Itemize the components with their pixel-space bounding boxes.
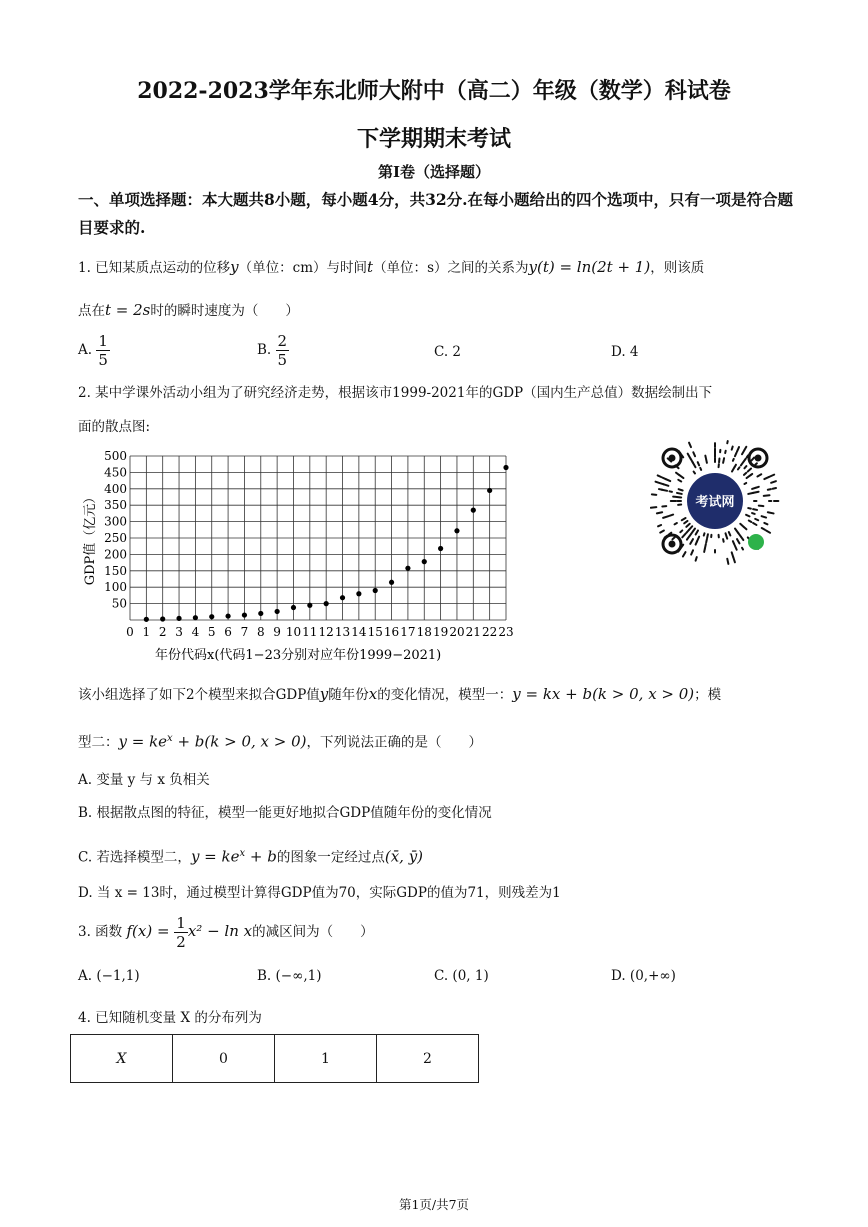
unit: cm — [292, 260, 314, 276]
unit: s — [427, 260, 434, 276]
x-tick-label: 4 — [191, 625, 200, 639]
q1-option-a — [78, 332, 110, 369]
text: ；模 — [694, 687, 722, 703]
x-axis-label: 年份代码x(代码1−23分别对应年份1999−2021) — [155, 648, 442, 663]
x-tick-label: 8 — [256, 625, 265, 639]
y-tick-label: 400 — [104, 481, 127, 496]
question-2-line-1: 2. 某中学课外活动小组为了研究经济走势，根据该市1999-2021年的GDP（国内生产总值）数据绘制出下 — [78, 385, 713, 401]
x-tick-label: 13 — [334, 625, 351, 639]
q2-option-d: D. 当 x = 13时，通过模型计算得GDP值为70，实际GDP的值为71，则残差为1 — [78, 885, 561, 901]
x-tick-label: 16 — [383, 625, 400, 639]
data-point — [503, 465, 508, 470]
text: 时的瞬时速度为（ ） — [150, 303, 299, 319]
y-tick-labels — [104, 449, 127, 611]
data-point — [340, 595, 345, 600]
formula: f(x) = — [126, 922, 175, 940]
data-point — [356, 591, 361, 596]
table-cell: 2 — [377, 1035, 479, 1083]
table-cell: X — [71, 1035, 173, 1083]
x-tick-label: 6 — [224, 625, 232, 639]
data-point — [225, 613, 230, 618]
y-tick-label: 250 — [104, 531, 127, 545]
x-tick-label: 12 — [318, 625, 334, 639]
text: 3. 函数 — [78, 924, 123, 940]
question-4: 4. 已知随机变量 X 的分布列为 — [78, 1010, 262, 1026]
var: y — [319, 685, 329, 703]
exam-subtitle: 下学期期末考试 — [356, 126, 511, 152]
text: 的减区间为（ ） — [252, 924, 374, 940]
page-footer: 第1页/共7页 — [398, 1197, 470, 1212]
data-point — [487, 488, 492, 493]
y-tick-label: 200 — [104, 547, 127, 562]
data-point — [389, 580, 394, 585]
formula: (x̄, ȳ) — [384, 847, 424, 866]
qr-code-image[interactable] — [650, 436, 780, 566]
data-point — [422, 559, 427, 564]
gdp-scatter-chart — [80, 448, 520, 668]
formula: y = ke — [118, 732, 168, 751]
x-tick-label: 1 — [142, 625, 151, 639]
data-point — [209, 614, 214, 619]
x-tick-label: 7 — [240, 625, 249, 639]
question-2-models-line-2 — [78, 729, 482, 753]
formula: y = ke — [190, 847, 240, 866]
data-point — [373, 588, 378, 593]
q1-option-b — [257, 332, 289, 369]
q2-option-c — [78, 844, 423, 868]
data-point — [242, 612, 247, 617]
denominator: 2 — [176, 933, 186, 951]
q3-option-d: D. (0,+∞) — [611, 968, 676, 984]
formula: x² − ln x — [187, 922, 253, 940]
data-point — [193, 615, 198, 620]
x-tick-label: 15 — [367, 625, 383, 639]
text: 的变化情况，模型一： — [377, 687, 513, 703]
q3-option-b: B. (−∞,1) — [257, 968, 322, 984]
q1-option-d: D. 4 — [611, 344, 639, 360]
formula: + b — [245, 847, 277, 866]
label: A. — [78, 342, 93, 358]
text: ，则该质 — [650, 260, 705, 276]
x-tick-label: 20 — [449, 625, 465, 639]
data-point — [405, 566, 410, 571]
var: t — [367, 258, 374, 276]
denominator: 5 — [277, 351, 288, 369]
fraction — [276, 332, 290, 369]
y-tick-label: 300 — [104, 514, 127, 529]
data-point — [324, 601, 329, 606]
text: ）与时间 — [313, 260, 368, 276]
x-tick-label: 11 — [302, 625, 318, 639]
text: 该小组选择了如下2个模型来拟合GDP值 — [78, 687, 320, 703]
chart-grid — [130, 456, 506, 620]
data-point — [307, 603, 312, 608]
qr-logo-text: 考试网 — [695, 495, 735, 510]
text: （单位： — [373, 260, 428, 276]
label: B. — [257, 342, 272, 358]
x-tick-label: 5 — [207, 625, 216, 639]
x-tick-label: 17 — [400, 625, 416, 639]
x-tick-label: 21 — [465, 625, 481, 639]
fraction — [174, 914, 188, 951]
x-tick-label: 10 — [285, 625, 302, 639]
question-1-line-1 — [78, 257, 704, 278]
x-tick-label: 19 — [432, 625, 449, 639]
text: 的图象一定经过点 — [276, 849, 385, 866]
y-tick-label: 350 — [104, 498, 127, 513]
x-tick-label: 3 — [175, 625, 183, 639]
var: x — [368, 685, 378, 703]
data-point — [471, 508, 476, 513]
text: ，下列说法正确的是（ ） — [306, 734, 482, 751]
table-cell: 0 — [173, 1035, 275, 1083]
x-tick-label: 0 — [126, 625, 134, 639]
text: （单位： — [238, 260, 293, 276]
y-tick-label: 500 — [104, 449, 127, 463]
question-2-line-2: 面的散点图: — [78, 419, 151, 435]
q2-option-a: A. 变量 y 与 x 负相关 — [78, 772, 210, 788]
x-tick-label: 22 — [482, 625, 498, 639]
x-tick-label: 18 — [416, 625, 432, 639]
x-tick-labels — [126, 625, 513, 639]
y-tick-label: 450 — [104, 465, 127, 480]
question-2-models-line-1 — [78, 684, 721, 705]
distribution-table — [70, 1034, 479, 1083]
data-point — [438, 546, 443, 551]
y-tick-label: 150 — [104, 563, 127, 578]
text: C. 若选择模型二， — [78, 849, 191, 866]
exam-title: 2022-2023学年东北师大附中（高二）年级（数学）科试卷 — [137, 78, 731, 104]
question-3 — [78, 914, 374, 951]
q1-option-c: C. 2 — [434, 344, 462, 360]
formula: y = kx + b(k > 0, x > 0) — [512, 685, 695, 703]
text: 型二： — [78, 734, 119, 751]
data-point — [258, 611, 263, 616]
formula: y(t) = ln(2t + 1) — [528, 258, 651, 276]
superscript: x — [239, 848, 246, 859]
text: 随年份 — [328, 687, 369, 703]
q3-option-a: A. (−1,1) — [78, 968, 140, 984]
y-tick-label: 100 — [104, 580, 127, 595]
x-tick-label: 2 — [158, 625, 167, 639]
denominator: 5 — [98, 351, 108, 369]
table-cell: 1 — [275, 1035, 377, 1083]
text: ）之间的关系为 — [434, 260, 529, 276]
numerator: 2 — [277, 332, 288, 350]
table-row — [71, 1035, 479, 1083]
superscript: x — [167, 733, 173, 744]
text: 点在 — [78, 303, 105, 319]
numerator: 1 — [98, 332, 108, 350]
formula: + b(k > 0, x > 0) — [172, 732, 307, 751]
question-1-line-2 — [78, 300, 299, 321]
x-tick-label: 14 — [351, 625, 367, 639]
numerator: 1 — [176, 914, 186, 932]
section-heading: 一、单项选择题：本大题共8小题，每小题4分，共32分.在每小题给出的四个选项中，只有一项是符合题目要求的. — [78, 190, 794, 237]
x-tick-label: 23 — [498, 625, 514, 639]
data-point — [275, 609, 280, 614]
fraction — [96, 332, 110, 369]
q3-option-c: C. (0, 1) — [434, 968, 489, 984]
var: y — [230, 258, 239, 276]
data-point — [144, 617, 149, 622]
text: 1. 已知某质点运动的位移 — [78, 260, 231, 276]
y-axis-label: GDP值（亿元） — [83, 490, 98, 586]
formula: t = 2s — [105, 301, 151, 319]
data-point — [291, 605, 296, 610]
data-point — [454, 528, 459, 533]
data-point — [176, 616, 181, 621]
q2-option-b: B. 根据散点图的特征，模型一能更好地拟合GDP值随年份的变化情况 — [78, 805, 492, 821]
data-point — [160, 616, 165, 621]
x-tick-label: 9 — [273, 625, 281, 639]
y-tick-label: 50 — [111, 596, 127, 611]
volume-heading: 第I卷（选择题） — [377, 163, 491, 181]
